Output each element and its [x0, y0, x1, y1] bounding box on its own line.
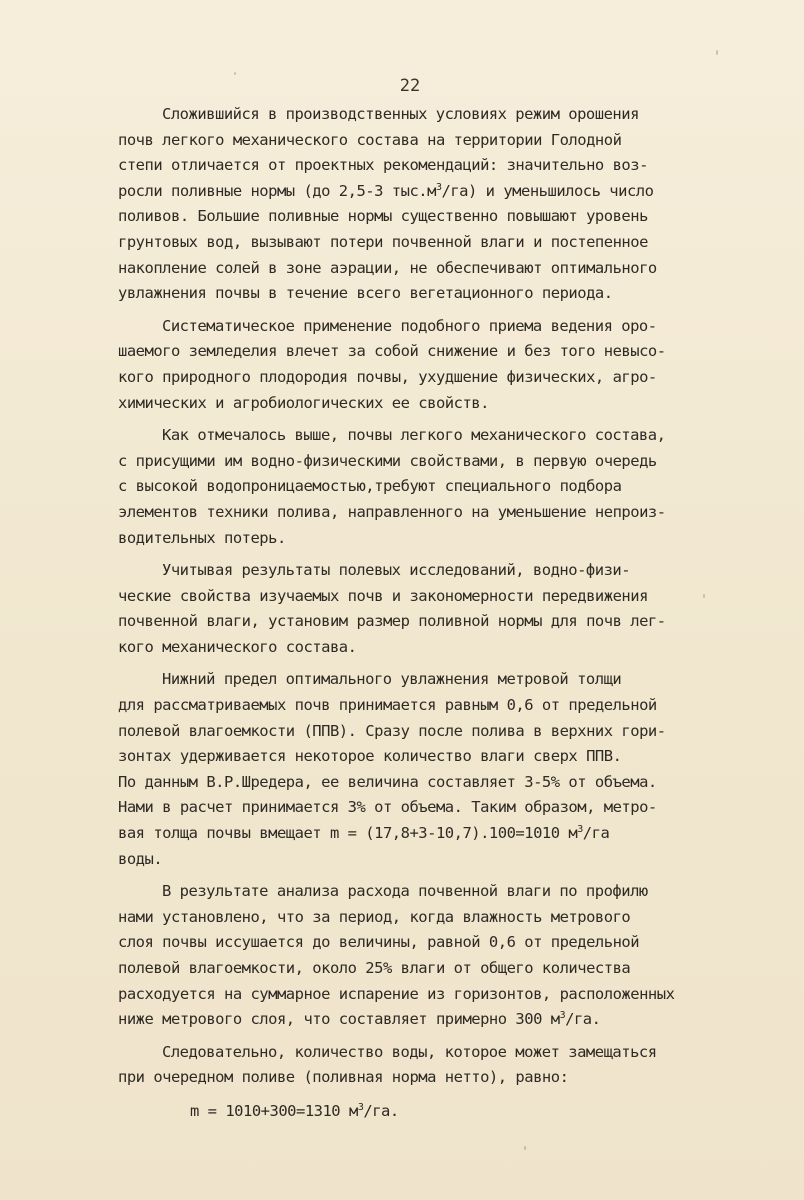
text-line: слоя почвы иссушается до величины, равной 0,6 от предельной — [118, 933, 640, 952]
text-line: при очередном поливе (поливная норма нетто), равно: — [118, 1068, 569, 1087]
body-text — [118, 102, 746, 1125]
text-line: кого природного плодородия почвы, ухудшение физических, агро- — [118, 367, 657, 386]
text-line: водительных потерь. — [118, 528, 286, 547]
text-line: вая толща почвы вмещает m = (17,8+3-10,7).100=1010 $м^3/га$ — [118, 824, 610, 843]
text-line: с присущими им водно-физическими свойствами, в первую очередь — [118, 451, 657, 470]
text-line: ческие свойства изучаемых почв и закономерности передвижения — [118, 586, 648, 605]
formula: m = 1010+300=1310 $м^3/га$. — [190, 1101, 399, 1120]
text-line: степи отличается от проектных рекомендаций: значительно воз- — [118, 156, 648, 175]
text-line: Систематическое применение подобного приема ведения оро- — [162, 316, 657, 335]
text-line: накопление солей в зоне аэрации, не обеспечивают оптимального — [118, 258, 657, 277]
text-line: Нами в расчет принимается 3% от объема. Таким образом, метро- — [118, 798, 657, 817]
paragraph-6 — [118, 879, 746, 1033]
scan-speck — [524, 1146, 526, 1150]
paragraph-7 — [118, 1040, 746, 1091]
text-line: росли поливные нормы (до 2,5-3 $тыс.м^3/га$) и уменьшилось число — [118, 181, 654, 200]
text-line: В результате анализа расхода почвенной влаги по профилю — [162, 882, 648, 901]
text-line: грунтовых вод, вызывают потери почвенной влаги и постепенное — [118, 232, 648, 251]
paragraph-2 — [118, 314, 746, 416]
text-line: с высокой водопроницаемостью,требуют специального подбора — [118, 477, 622, 496]
text-line: Следовательно, количество воды, которое может замещаться — [162, 1042, 657, 1061]
page-number: 22 — [399, 76, 421, 96]
text-line: почв легкого механического состава на территории Голодной — [118, 130, 622, 149]
text-line: увлажнения почвы в течение всего вегетационного периода. — [118, 284, 613, 303]
text-line: полевой влагоемкости, около 25% влаги от общего количества — [118, 959, 631, 977]
text-line: По данным В.Р.Шредера, ее величина составляет 3-5% от объема. — [118, 772, 657, 791]
text-line: зонтах удерживается некоторое количество влаги сверх ППВ. — [118, 747, 622, 766]
text-line: кого механического состава. — [118, 637, 357, 656]
text-line: шаемого земледелия влечет за собой снижение и без того невысо- — [118, 342, 666, 361]
text-line: элементов техники полива, направленного на уменьшение непроиз- — [118, 502, 666, 521]
text-line: Сложившийся в производственных условиях режим орошения — [162, 105, 639, 123]
text-line: Учитывая результаты полевых исследований, водно-физи- — [162, 561, 631, 580]
paragraph-3 — [118, 423, 746, 551]
text-line: для рассматриваемых почв принимается равным 0,6 от предельной — [118, 696, 657, 715]
text-line: ниже метрового слоя, что составляет примерно 300 $м^3/га$. — [118, 1010, 601, 1029]
text-line: полевой влагоемкости (ППВ). Сразу после полива в верхних гори- — [118, 721, 666, 740]
text-line: почвенной влаги, установим размер поливной нормы для почв лег- — [118, 612, 666, 631]
text-line: Как отмечалось выше, почвы легкого механического состава, — [162, 426, 666, 445]
text-line: нами установлено, что за период, когда влажность метрового — [118, 907, 631, 926]
paragraph-4 — [118, 558, 746, 660]
text-line: расходуется на суммарное испарение из горизонтов, расположенных — [118, 984, 675, 1003]
text-line: химических и агробиологических ее свойств. — [118, 393, 489, 412]
scan-speck — [703, 594, 705, 598]
text-line: Нижний предел оптимального увлажнения метровой толщи — [162, 670, 622, 689]
scan-speck — [716, 50, 718, 55]
text-line: поливов. Большие поливные нормы существенно повышают уровень — [118, 207, 648, 226]
text-line: воды. — [118, 849, 163, 868]
paragraph-5 — [118, 667, 746, 872]
scan-speck — [234, 72, 236, 75]
paragraph-1 — [118, 102, 746, 307]
